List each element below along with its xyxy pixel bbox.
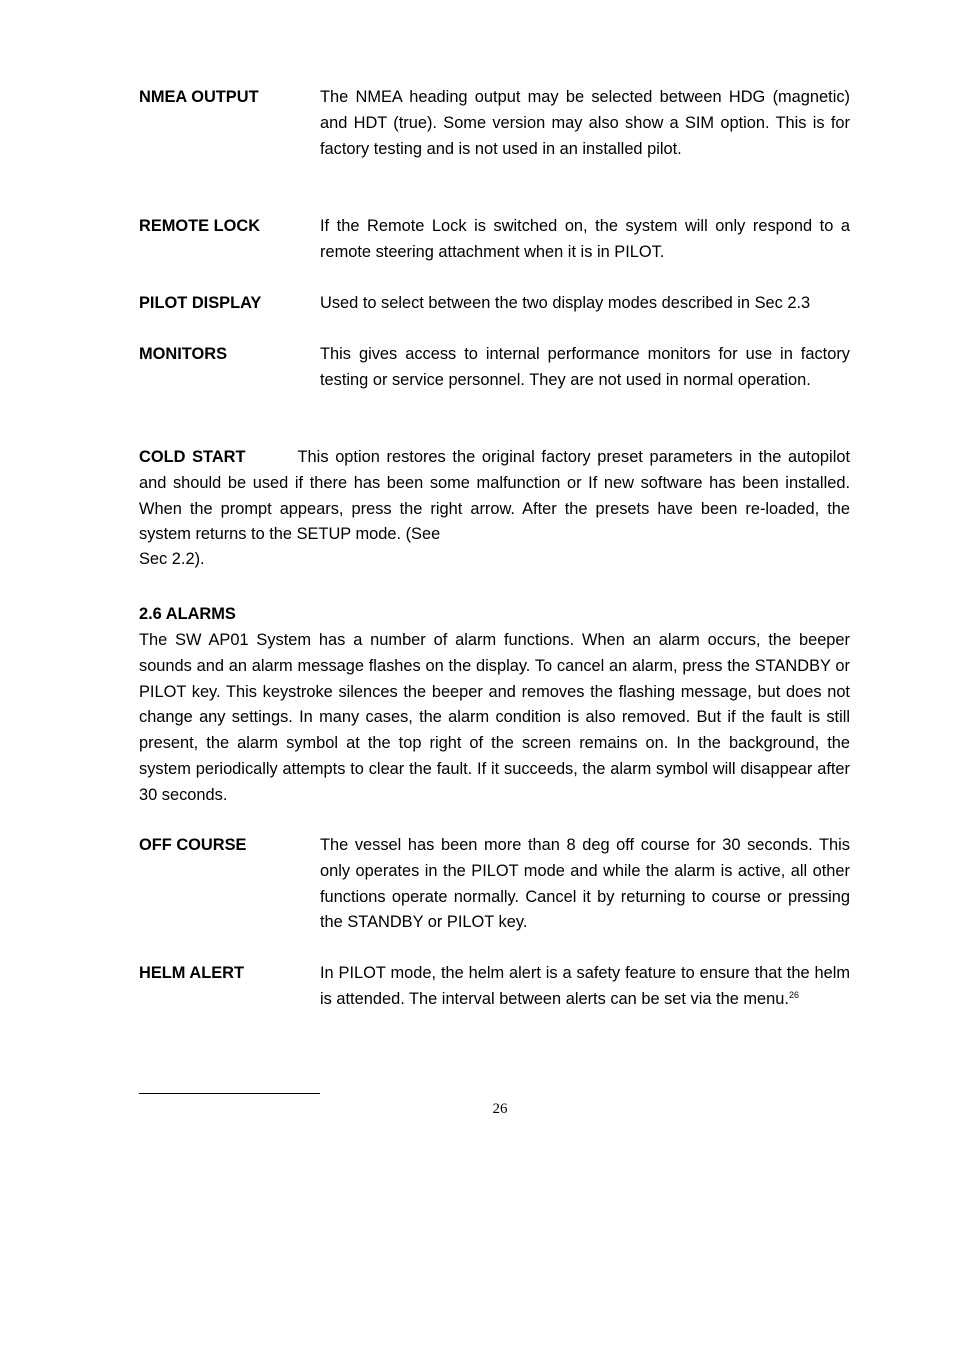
cold-start-paragraph [139, 445, 850, 548]
term-pilot-display: PILOT DISPLAY [139, 294, 262, 312]
term-off-course: OFF COURSE [139, 836, 247, 854]
term-remote-lock: REMOTE LOCK [139, 217, 261, 235]
term-nmea-output: NMEA OUTPUT [139, 88, 259, 106]
desc-remote-lock: If the Remote Lock is switched on, the system will only respond to a remote steering attachment when it is in PILOT. [320, 217, 850, 261]
cold-start-text-end: Sec 2.2). [139, 550, 205, 568]
term-monitors: MONITORS [139, 345, 228, 363]
footnote-reference[interactable]: 26 [788, 989, 799, 1000]
term-cold-start: COLD START [139, 448, 246, 466]
desc-pilot-display: Used to select between the two display modes described in Sec 2.3 [320, 294, 811, 312]
term-helm-alert: HELM ALERT [139, 964, 245, 982]
alarms-body: The SW AP01 System has a number of alarm functions. When an alarm occurs, the beeper sounds and an alarm message flashes on the display. To cancel an alarm, press the STANDBY or PILOT key. This keystroke silences the beeper and removes the flashing message, but does not change any settings. In many cases, the alarm condition is also removed. But if the fault is still present, the alarm symbol at the top right of the screen remains on. In the background, the system periodically attempts to clear the fault. If it succeeds, the alarm symbol will disappear after 30 seconds. [139, 631, 850, 804]
desc-nmea-output: The NMEA heading output may be selected between HDG (magnetic) and HDT (true). Some version may also show a SIM option. This is for factory testing and is not used in an installed pilot. [320, 88, 850, 158]
page-number: 26 [492, 1101, 508, 1117]
desc-monitors: This gives access to internal performance monitors for use in factory testing or service personnel. They are not used in normal operation. [320, 345, 850, 389]
desc-off-course: The vessel has been more than 8 deg off course for 30 seconds. This only operates in the PILOT mode and while the alarm is active, all other functions operate normally. Cancel it by returning to course or pressing the STANDBY or PILOT key. [320, 836, 850, 932]
footnote-separator [139, 1093, 320, 1094]
desc-helm-alert: In PILOT mode, the helm alert is a safety feature to ensure that the helm is attended. The interval between alerts can be set via the menu. [320, 964, 850, 1008]
section-heading-alarms: 2.6 ALARMS [139, 605, 236, 623]
desc-helm-alert-wrapper [320, 961, 850, 1013]
cold-start-text: This option restores the original factory preset parameters in the autopilot and should be used if there has been some malfunction or If new software has been installed. When the prompt appears, press the right arrow. After the presets have been re-loaded, the system returns to the SETUP mode. (See [139, 448, 851, 544]
